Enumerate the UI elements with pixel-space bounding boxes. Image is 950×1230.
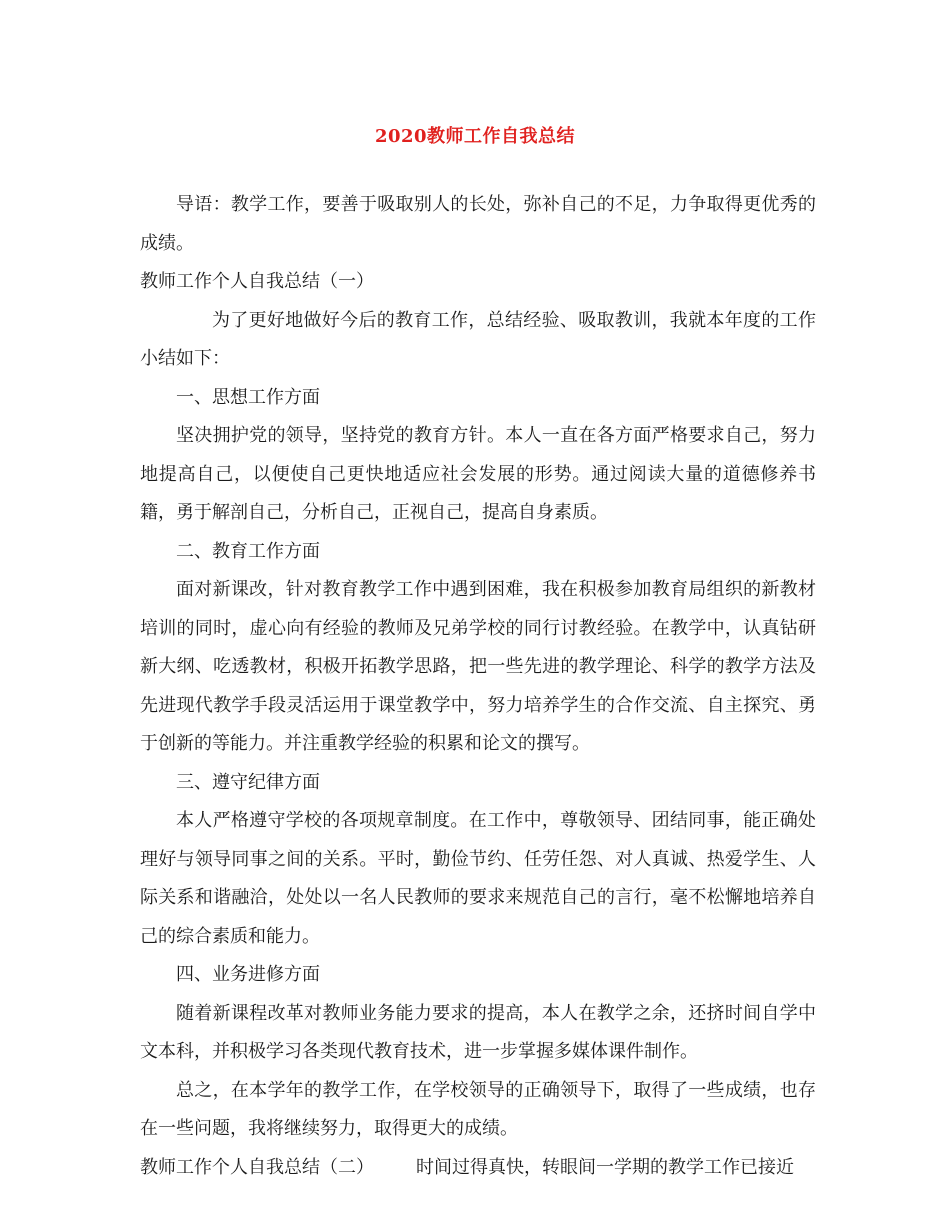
subsection-body-education: 面对新课改，针对教育教学工作中遇到困难，我在积极参加教育局组织的新教材培训的同时，虚心向有经验的教师及兄弟学校的同行讨教经验。在教学中，认真钻研新大纲、吃透教材，积极开拓教学思路，把一些先进的教学理论、科学的教学方法及先进现代教学手段灵活运用于课堂教学中，努力培养学生的合作交流、自主探究、勇于创新的等能力。并注重教学经验的积累和论文的撰写。 xyxy=(140,579,816,754)
part-two-opening: 时间过得真快，转眼间一学期的教学工作已接近 xyxy=(416,1156,794,1178)
subsection-body-study: 随着新课程改革对教师业务能力要求的提高，本人在教学之余，还挤时间自学中文本科，并积极学习各类现代教育技术，进一步掌握多媒体课件制作。 xyxy=(140,1002,816,1062)
subsection-body-thought: 坚决拥护党的领导，坚持党的教育方针。本人一直在各方面严格要求自己，努力地提高自己，以便使自己更快地适应社会发展的形势。通过阅读大量的道德修养书籍，勇于解剖自己，分析自己，正视自己，提高自身素质。 xyxy=(140,425,816,523)
conclusion-paragraph: 总之，在本学年的教学工作，在学校领导的正确领导下，取得了一些成绩，也存在一些问题，我将继续努力，取得更大的成绩。 xyxy=(140,1079,816,1139)
intro-paragraph: 导语：教学工作，要善于吸取别人的长处，弥补自己的不足，力争取得更优秀的成绩。 xyxy=(140,194,816,254)
section-heading-one: 教师工作个人自我总结（一） xyxy=(140,271,374,292)
subsection-title-education: 二、教育工作方面 xyxy=(176,540,320,562)
section-heading-two-line xyxy=(140,1149,816,1188)
opening-paragraph: 为了更好地做好今后的教育工作，总结经验、吸取教训，我就本年度的工作小结如下： xyxy=(140,309,816,369)
document-title: 2020教师工作自我总结 xyxy=(374,126,576,147)
subsection-title-discipline: 三、遵守纪律方面 xyxy=(176,771,320,793)
section-heading-two: 教师工作个人自我总结（二） xyxy=(140,1156,374,1178)
subsection-body-discipline: 本人严格遵守学校的各项规章制度。在工作中，尊敬领导、团结同事，能正确处理好与领导同事之间的关系。平时，勤俭节约、任劳任怨、对人真诚、热爱学生、人际关系和谐融洽，处处以一名人民教师的要求来规范自己的言行，毫不松懈地培养自己的综合素质和能力。 xyxy=(140,810,816,947)
document-body xyxy=(140,186,816,1187)
subsection-title-study: 四、业务进修方面 xyxy=(176,964,320,985)
subsection-title-thought: 一、思想工作方面 xyxy=(176,386,320,408)
